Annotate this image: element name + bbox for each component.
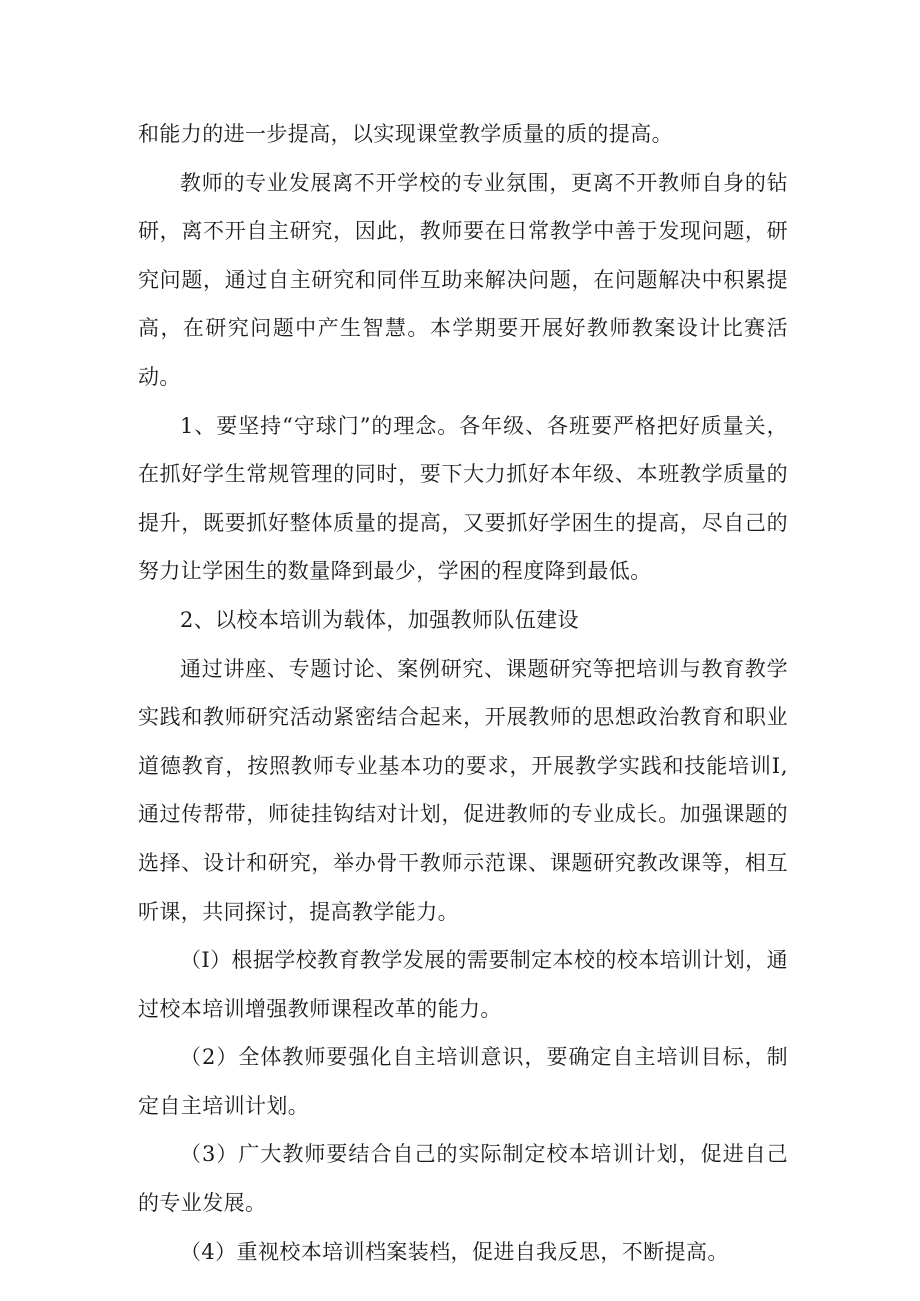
paragraph-item-1: 1、要坚持“守球门”的理念。各年级、各班要严格把好质量关，在抓好学生常规管理的同时，要下大力抓好本年级、本班教学质量的提升，既要抓好整体质量的提高，又要抓好学困生的提高，尽自己的努力让学困生的数量降到最少，学困的程度降到最低。 [138,413,788,584]
document-body [138,110,788,1276]
paragraph-teacher-development: 教师的专业发展离不开学校的专业氛围，更离不开教师自身的钻研，离不开自主研究，因此，教师要在日常教学中善于发现问题，研究问题，通过自主研究和同伴互助来解决问题，在问题解决中积累提高，在研究问题中产生智慧。本学期要开展好教师教案设计比赛活动。 [138,170,788,389]
paragraph-training-methods: 通过讲座、专题讨论、案例研究、课题研究等把培训与教育教学实践和教师研究活动紧密结合起来，开展教师的思想政治教育和职业道德教育，按照教师专业基本功的要求，开展教学实践和技能培训Ⅰ,通过传帮带，师徒挂钩结对计划，促进教师的专业成长。加强课题的选择、设计和研究，举办骨干教师示范课、课题研究教改课等，相互听课，共同探讨，提高教学能力。 [138,656,788,924]
paragraph-subitem-2: （2）全体教师要强化自主培训意识，要确定自主培训目标，制定自主培训计划。 [138,1045,788,1118]
paragraph-subitem-3: （3）广大教师要结合自己的实际制定校本培训计划，促进自己的专业发展。 [138,1142,788,1216]
paragraph-subitem-4: （4）重视校本培训档案装档，促进自我反思，不断提高。 [180,1239,729,1264]
paragraph-item-2-heading: 2、以校本培训为载体，加强教师队伍建设 [180,607,579,632]
paragraph-subitem-1: （Ⅰ）根据学校教育教学发展的需要制定本校的校本培训计划，通过校本培训增强教师课程改革的能力。 [138,948,788,1021]
paragraph-continuation: 和能力的进一步提高，以实现课堂教学质量的质的提高。 [138,122,673,146]
